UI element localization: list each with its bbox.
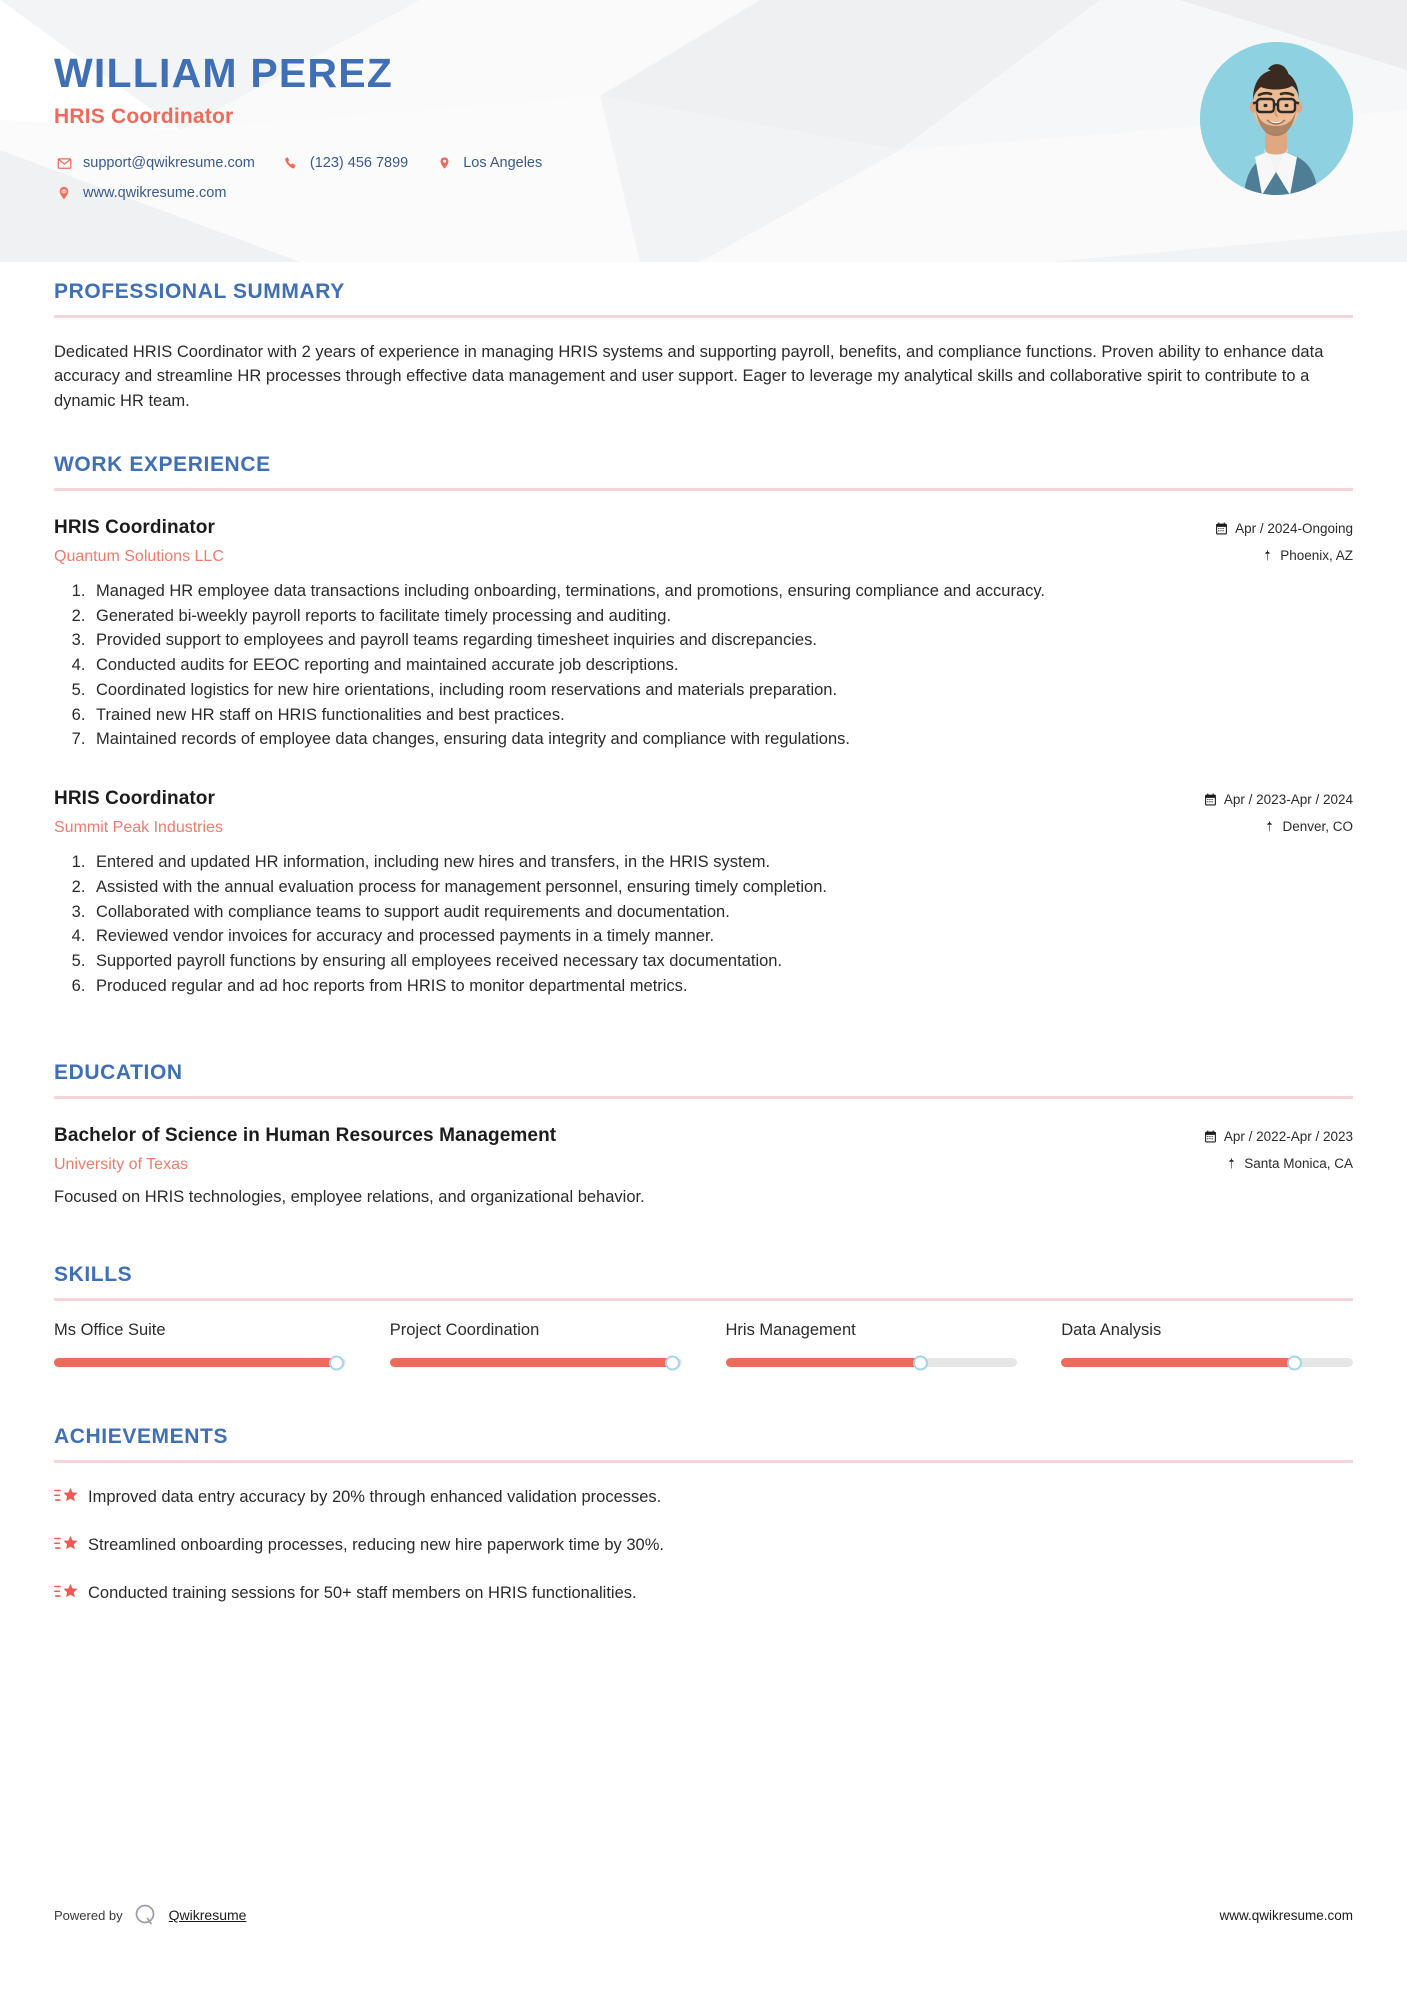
- work-entry-right: [1204, 788, 1353, 834]
- list-item: 2. Assisted with the annual evaluation process for management personnel, ensuring timely completion.: [90, 876, 1353, 900]
- education-entry-school: University of Texas: [54, 1155, 188, 1173]
- skill-item: [390, 1321, 682, 1367]
- work-entry-bullets: [54, 851, 1353, 999]
- calendar-icon: [1204, 1130, 1217, 1143]
- skill-progress-track[interactable]: [54, 1358, 346, 1367]
- contact-row-primary: [54, 155, 1407, 171]
- contact-phone[interactable]: [281, 155, 408, 171]
- work-entry-header: [54, 517, 1353, 566]
- location-pin-icon: [434, 155, 454, 171]
- contact-location: [434, 155, 542, 171]
- section-skills: [54, 1245, 1353, 1367]
- skill-progress-track[interactable]: [390, 1358, 682, 1367]
- star-icon: [54, 1533, 88, 1557]
- star-icon: [54, 1485, 88, 1509]
- resume-header: [0, 0, 1407, 262]
- section-achievements: [54, 1407, 1353, 1605]
- email-icon: [54, 156, 74, 171]
- section-divider: [54, 488, 1353, 491]
- education-entry-right: [1204, 1125, 1353, 1171]
- skill-progress-track[interactable]: [1061, 1358, 1353, 1367]
- education-entry-location: [1204, 1156, 1353, 1171]
- page-title: WILLIAM PEREZ: [54, 50, 394, 96]
- work-entry: [54, 788, 1353, 999]
- map-pin-icon: [1264, 820, 1275, 833]
- education-entry-location-text: Santa Monica, CA: [1244, 1155, 1353, 1171]
- achievement-text: Improved data entry accuracy by 20% through enhanced validation processes.: [88, 1487, 662, 1506]
- work-entry-location-text: Phoenix, AZ: [1280, 547, 1353, 563]
- list-item: 6. Trained new HR staff on HRIS functionalities and best practices.: [90, 704, 1353, 728]
- list-item: 5. Supported payroll functions by ensuring all employees received necessary tax documentation.: [90, 950, 1353, 974]
- list-item: 3. Provided support to employees and payroll teams regarding timesheet inquiries and discrepancies.: [90, 629, 1353, 653]
- contact-website[interactable]: [54, 185, 226, 201]
- education-entry: [54, 1125, 1353, 1210]
- education-entry-left: [54, 1125, 1204, 1174]
- achievement-text: Streamlined onboarding processes, reducing new hire paperwork time by 30%.: [88, 1535, 664, 1554]
- map-pin-icon: [1262, 549, 1273, 562]
- section-heading-skills: SKILLS: [54, 1263, 133, 1287]
- list-item: 6. Produced regular and ad hoc reports from HRIS to monitor departmental metrics.: [90, 975, 1353, 999]
- work-entry-header: [54, 788, 1353, 837]
- work-entry-left: [54, 788, 1204, 837]
- skill-label: Ms Office Suite: [54, 1321, 166, 1340]
- skill-label: Data Analysis: [1061, 1321, 1162, 1340]
- work-entry-location-text: Denver, CO: [1282, 819, 1353, 834]
- section-divider: [54, 1460, 1353, 1463]
- education-entry-dates: [1204, 1129, 1353, 1144]
- education-entry-header: [54, 1125, 1353, 1174]
- map-pin-icon: [1226, 1157, 1237, 1170]
- list-item: 4. Conducted audits for EEOC reporting and maintained accurate job descriptions.: [90, 654, 1353, 678]
- contact-row-secondary: [54, 185, 1407, 201]
- section-heading-achievements: ACHIEVEMENTS: [54, 1425, 229, 1449]
- skill-progress-track[interactable]: [726, 1358, 1018, 1367]
- work-entry-left: [54, 517, 1215, 566]
- skill-label: Project Coordination: [389, 1321, 540, 1340]
- footer-branding: [54, 1902, 246, 1928]
- globe-icon: [54, 185, 74, 201]
- avatar: [1200, 42, 1353, 195]
- skill-progress-knob[interactable]: [1287, 1355, 1302, 1370]
- achievement-item: [54, 1533, 1353, 1557]
- list-item: 5. Coordinated logistics for new hire orientations, including room reservations and materials preparation.: [90, 679, 1353, 703]
- skills-grid: [54, 1321, 1353, 1367]
- work-entry-location: [1215, 548, 1353, 563]
- contact-email[interactable]: [54, 155, 255, 171]
- qwikresume-brand-link[interactable]: Qwikresume: [168, 1907, 247, 1923]
- skill-progress-fill: [54, 1358, 337, 1367]
- footer-website-url[interactable]: www.qwikresume.com: [1219, 1907, 1353, 1923]
- section-divider: [54, 315, 1353, 318]
- skill-progress-knob[interactable]: [329, 1355, 344, 1370]
- work-entry-bullets: [54, 580, 1353, 752]
- work-entry: [54, 517, 1353, 752]
- work-entry-title: HRIS Coordinator: [54, 788, 215, 809]
- list-item: 4. Reviewed vendor invoices for accuracy and processed payments in a timely manner.: [90, 925, 1353, 949]
- list-item: 2. Generated bi-weekly payroll reports to facilitate timely processing and auditing.: [90, 605, 1353, 629]
- contact-location-text: Los Angeles: [463, 155, 543, 172]
- skill-progress-fill: [726, 1358, 921, 1367]
- phone-icon: [281, 156, 301, 170]
- work-entry-dates-text: Apr / 2024-Ongoing: [1235, 520, 1353, 536]
- calendar-icon: [1204, 793, 1217, 806]
- work-entry-dates-text: Apr / 2023-Apr / 2024: [1223, 792, 1353, 807]
- avatar-photo: [1200, 42, 1353, 195]
- qwikresume-logo-icon: [133, 1902, 159, 1928]
- skill-progress-knob[interactable]: [913, 1355, 928, 1370]
- contact-website-text: www.qwikresume.com: [83, 185, 227, 202]
- header-content: [0, 0, 1407, 201]
- skill-item: [1061, 1321, 1353, 1367]
- education-entry-dates-text: Apr / 2022-Apr / 2023: [1223, 1128, 1353, 1144]
- skill-item: [54, 1321, 346, 1367]
- list-item: 1. Managed HR employee data transactions including onboarding, terminations, and promotions, ensuring compliance and accuracy.: [90, 580, 1353, 604]
- education-entry-degree: Bachelor of Science in Human Resources Management: [54, 1124, 557, 1146]
- skill-progress-knob[interactable]: [665, 1355, 680, 1370]
- work-entry-right: [1215, 517, 1353, 563]
- section-heading-work: WORK EXPERIENCE: [54, 452, 271, 476]
- section-professional-summary: [54, 262, 1353, 413]
- contact-email-text: support@qwikresume.com: [83, 155, 255, 172]
- section-divider: [54, 1298, 1353, 1301]
- achievement-item: [54, 1581, 1353, 1605]
- section-heading-summary: PROFESSIONAL SUMMARY: [54, 280, 345, 303]
- skill-label: Hris Management: [725, 1321, 856, 1340]
- section-work-experience: [54, 435, 1353, 999]
- section-education: [54, 1043, 1353, 1210]
- list-item: 3. Collaborated with compliance teams to support audit requirements and documentation.: [90, 901, 1353, 925]
- resume-body: [0, 262, 1407, 1605]
- powered-by-label: Powered by: [54, 1907, 123, 1923]
- achievement-item: [54, 1485, 1353, 1509]
- star-icon: [54, 1581, 88, 1605]
- page-footer: [54, 1902, 1353, 1928]
- list-item: 7. Maintained records of employee data changes, ensuring data integrity and compliance with regulations.: [90, 728, 1353, 752]
- work-entry-dates: [1215, 521, 1353, 536]
- work-entry-dates: [1204, 792, 1353, 807]
- job-title-subheading: HRIS Coordinator: [54, 105, 234, 129]
- calendar-icon: [1215, 522, 1228, 535]
- achievement-text: Conducted training sessions for 50+ staff members on HRIS functionalities.: [88, 1583, 637, 1602]
- contact-phone-text: (123) 456 7899: [309, 155, 409, 172]
- list-item: 1. Entered and updated HR information, including new hires and transfers, in the HRIS system.: [90, 851, 1353, 875]
- achievements-list: [54, 1485, 1353, 1605]
- skill-progress-fill: [390, 1358, 673, 1367]
- work-entry-company: Summit Peak Industries: [54, 819, 223, 836]
- work-entry-company: Quantum Solutions LLC: [54, 547, 224, 565]
- skill-item: [726, 1321, 1018, 1367]
- summary-text: Dedicated HRIS Coordinator with 2 years of experience in managing HRIS systems and supporting payroll, benefits, and compliance functions. Proven ability to enhance data accuracy and streamline HR processes through effective data management and user support. Eager to leverage my analytical skills and collaborative spirit to contribute to a dynamic HR team.: [54, 343, 1324, 410]
- work-entry-title: HRIS Coordinator: [54, 516, 215, 538]
- work-entry-location: [1204, 819, 1353, 834]
- section-heading-education: EDUCATION: [54, 1060, 183, 1084]
- education-entry-note: Focused on HRIS technologies, employee relations, and organizational behavior.: [54, 1187, 645, 1206]
- skill-progress-fill: [1061, 1358, 1294, 1367]
- section-divider: [54, 1096, 1353, 1099]
